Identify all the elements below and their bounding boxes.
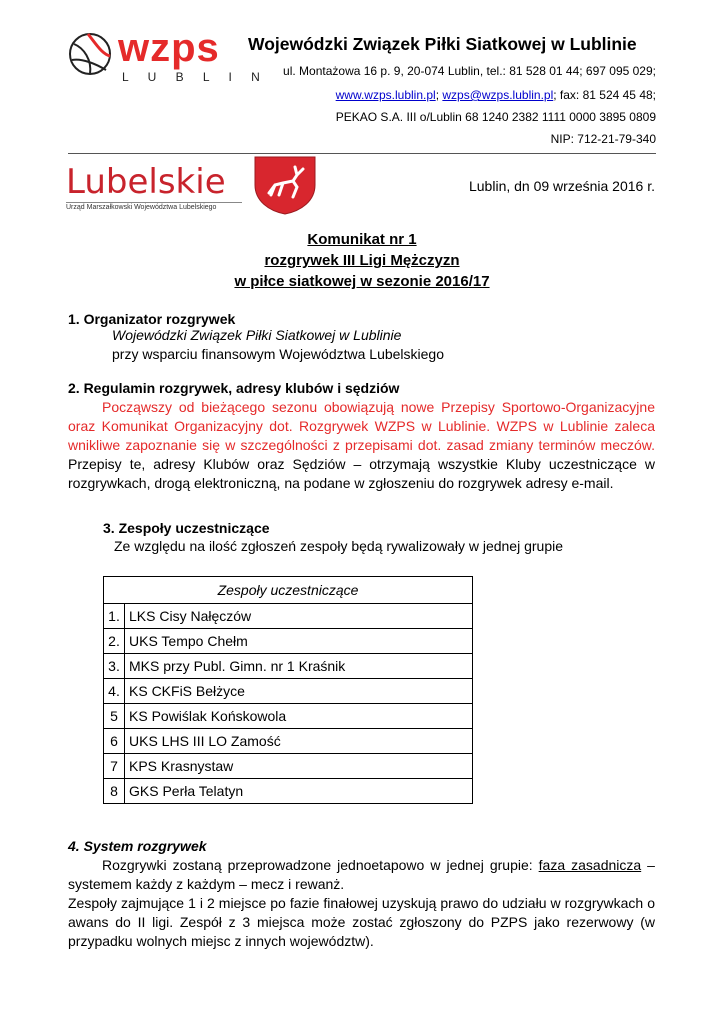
org-nip: NIP: 712-21-79-340: [550, 132, 656, 146]
org-contacts: www.wzps.lublin.pl; wzps@wzps.lublin.pl; fax: 81 524 45 48;: [335, 88, 656, 102]
organizer-name: Wojewódzki Związek Piłki Siatkowej w Lublinie: [112, 327, 402, 343]
org-address: ul. Montażowa 16 p. 9, 20-074 Lublin, tel.: 81 528 01 44; 697 095 029;: [283, 64, 656, 78]
org-fax: ; fax: 81 524 45 48;: [553, 88, 656, 102]
lubelskie-brand: Lubelskie: [66, 162, 226, 202]
system-paragraph-2: Zespoły zajmujące 1 i 2 miejsce po fazie finałowej uzyskują prawo do udziału w rozgrywkach o awans do II ligi. Zespół z 3 miejsca może zostać zgłoszony do PZPS jako rezerwowy (w przypadku wolnych miejsc z innych województw).: [68, 895, 655, 949]
organizer-support: przy wsparciu finansowym Województwa Lubelskiego: [112, 346, 445, 362]
title-line-2: rozgrywek III Ligi Mężczyzn: [264, 252, 460, 269]
header-divider: [68, 153, 656, 154]
system-paragraph-1: [68, 856, 655, 894]
lubelskie-subtitle: Urząd Marszałkowski Województwa Lubelskiego: [66, 204, 217, 211]
team-name: LKS Cisy Nałęczów: [125, 604, 473, 629]
deer-crest-icon: [253, 155, 317, 215]
table-header-row: [104, 577, 473, 604]
lubelskie-rule: [66, 202, 242, 203]
team-name: KS CKFiS Bełżyce: [125, 679, 473, 704]
wzps-logo-letters: wzps: [118, 26, 220, 70]
teams-table: [103, 576, 473, 804]
wzps-logo-city: L U B L I N: [122, 70, 268, 84]
system-text-a: Rozgrywki zostaną przeprowadzone jednoetapowo w jednej grupie:: [102, 857, 539, 873]
team-name: KS Powiślak Końskowola: [125, 704, 473, 729]
section-1-heading: 1. Organizator rozgrywek: [68, 311, 236, 327]
section-3-heading: 3. Zespoły uczestniczące: [103, 520, 270, 536]
title-line-3: w piłce siatkowej w sezonie 2016/17: [234, 273, 490, 290]
team-number: 6: [104, 729, 125, 754]
table-row: [104, 704, 473, 729]
email-link[interactable]: wzps@wzps.lublin.pl: [442, 88, 554, 102]
team-number: 7: [104, 754, 125, 779]
team-number: 3.: [104, 654, 125, 679]
document-date: Lublin, dn 09 września 2016 r.: [468, 178, 655, 194]
team-name: MKS przy Publ. Gimn. nr 1 Kraśnik: [125, 654, 473, 679]
table-row: [104, 604, 473, 629]
wzps-logo: [66, 26, 268, 92]
team-number: 5: [104, 704, 125, 729]
team-number: 8: [104, 779, 125, 804]
table-row: [104, 629, 473, 654]
regulations-notice: Począwszy od bieżącego sezonu obowiązują nowe Przepisy Sportowo-Organizacyjne oraz Komunikat Organizacyjny dot. Rozgrywek WZPS w Lublinie. WZPS w Lublinie zaleca wnikliwe zapoznanie się w szczególności z przepisami dot. zasad zmiany terminów meczów.: [68, 399, 655, 453]
teams-intro: Ze względu na ilość zgłoszeń zespoły będą rywalizowały w jednej grupie: [114, 538, 564, 554]
system-text-b: – systemem każdy z każdym – mecz i rewanż.: [68, 857, 655, 892]
team-number: 4.: [104, 679, 125, 704]
lubelskie-logo: [66, 162, 246, 214]
table-row: [104, 654, 473, 679]
team-number: 1.: [104, 604, 125, 629]
team-name: GKS Perła Telatyn: [125, 779, 473, 804]
team-name: KPS Krasnystaw: [125, 754, 473, 779]
org-bank: PEKAO S.A. III o/Lublin 68 1240 2382 1111 0000 3895 0809: [335, 110, 656, 124]
team-number: 2.: [104, 629, 125, 654]
website-link[interactable]: www.wzps.lublin.pl: [335, 88, 436, 102]
title-line-1: Komunikat nr 1: [307, 231, 417, 248]
section-4-heading: 4. System rozgrywek: [68, 838, 207, 854]
org-name: Wojewódzki Związek Piłki Siatkowej w Lublinie: [248, 34, 637, 54]
table-header: Zespoły uczestniczące: [104, 577, 473, 604]
table-row: [104, 679, 473, 704]
table-row: [104, 729, 473, 754]
team-name: UKS Tempo Chełm: [125, 629, 473, 654]
regulations-distribution: Przepisy te, adresy Klubów oraz Sędziów – otrzymają wszystkie Kluby uczestniczące w rozgrywkach, drogą elektroniczną, na podane w zgłoszeniu do rozgrywek adresy e-mail.: [68, 456, 655, 491]
table-row: [104, 754, 473, 779]
system-phase: faza zasadnicza: [538, 857, 642, 873]
section-2-heading: 2. Regulamin rozgrywek, adresy klubów i sędziów: [68, 380, 400, 396]
team-name: UKS LHS III LO Zamość: [125, 729, 473, 754]
table-row: [104, 779, 473, 804]
regulations-paragraph: [68, 398, 655, 493]
